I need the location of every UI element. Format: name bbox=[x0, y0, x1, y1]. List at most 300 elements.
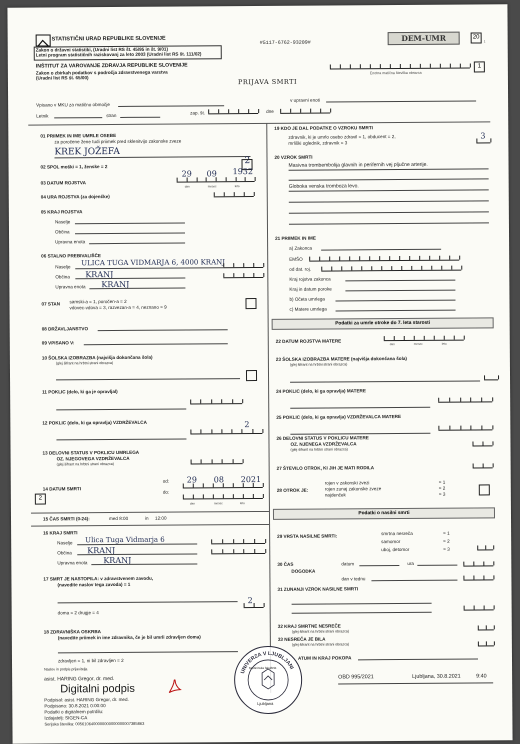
box-tick bbox=[211, 399, 212, 403]
box-tick bbox=[265, 539, 266, 543]
box-tick bbox=[441, 266, 442, 270]
f06-naselje-label: Naselje bbox=[55, 264, 71, 270]
box-tick bbox=[449, 256, 450, 260]
f23-label: 23 ŠOLSKA IZOBRAZBA MATERE (najvišja dokončana šola) bbox=[275, 355, 407, 362]
box-tick bbox=[223, 494, 224, 498]
box-tick bbox=[389, 256, 390, 260]
f07-opts2: vdovec-vdova = 3, razvezan-a = 4, neznano = 9 bbox=[69, 304, 167, 311]
f15-med: med 8:00 bbox=[108, 515, 129, 522]
box-tick bbox=[463, 562, 464, 566]
f05-naselje: Naselje bbox=[54, 219, 71, 225]
box-tick bbox=[265, 549, 266, 553]
box-tick bbox=[243, 459, 244, 463]
f26-sub: (glej šifrant na hrbtni strani obrazca) bbox=[290, 447, 348, 452]
f18-sub: Naslov in podpis prijavitelja bbox=[44, 667, 88, 672]
f05-obcina: Občina bbox=[54, 229, 70, 235]
dne-label: dne bbox=[266, 108, 274, 114]
f16-ue-label: Upravna enota bbox=[57, 560, 88, 566]
box-tick bbox=[254, 603, 255, 607]
box-tick bbox=[341, 266, 342, 270]
f09-label: 09 VPISANO V: bbox=[41, 340, 75, 346]
box-tick bbox=[464, 336, 465, 340]
box-tick bbox=[414, 336, 415, 340]
box-tick bbox=[420, 64, 421, 68]
f04-label: 04 URA ROJSTVA (za dojenčke) bbox=[40, 194, 110, 200]
f14-leto: leto bbox=[239, 501, 245, 506]
f16-naselje: Ulica Tuga Vidmarja 6 bbox=[85, 535, 165, 545]
box-tick bbox=[177, 178, 178, 182]
box-tick bbox=[253, 263, 254, 267]
f15-to: 12:00 bbox=[154, 515, 167, 521]
box-tick bbox=[460, 398, 461, 402]
box-tick bbox=[483, 561, 484, 565]
box-tick bbox=[371, 266, 372, 270]
f28-label: 28 OTROK JE: bbox=[276, 487, 309, 493]
box-tick bbox=[233, 539, 234, 543]
f21-c: c) Matere umrlega bbox=[289, 306, 327, 312]
f28-v2: = 2 bbox=[438, 485, 446, 491]
box-tick bbox=[470, 64, 471, 68]
box-tick bbox=[449, 398, 450, 402]
box-tick bbox=[477, 545, 478, 549]
box-tick bbox=[221, 399, 222, 403]
f03-day: 29 bbox=[181, 169, 192, 179]
box-tick bbox=[213, 494, 214, 498]
box-tick bbox=[349, 256, 350, 260]
box-tick bbox=[484, 375, 485, 379]
logo-label: STATISTIČNI URAD REPUBLIKE SLOVENIJE bbox=[51, 35, 166, 43]
box-tick bbox=[320, 109, 321, 113]
f21-label: 21 PRIIMEK IN IME bbox=[275, 235, 316, 241]
box-tick bbox=[439, 256, 440, 260]
box-tick bbox=[450, 64, 451, 68]
f10-box bbox=[246, 370, 257, 381]
box-tick bbox=[394, 336, 395, 340]
box-tick bbox=[421, 266, 422, 270]
box-tick bbox=[482, 425, 483, 429]
f33-sub: (glej šifrant na hrbtni strani obrazca) bbox=[291, 642, 350, 647]
f27-label: 27 ŠTEVILO OTROK, KI JIH JE MATI RODILA bbox=[276, 465, 375, 471]
box-tick bbox=[444, 336, 445, 340]
box-tick bbox=[280, 109, 281, 113]
v-upravni-label: v upravni enoti bbox=[290, 97, 320, 103]
box-tick bbox=[211, 539, 212, 543]
f29-v3: = 3 bbox=[443, 546, 450, 552]
box-tick bbox=[264, 603, 265, 607]
box-tick bbox=[216, 177, 217, 181]
form-code: #5117-6762-93209# bbox=[259, 39, 311, 46]
small-box: 1 bbox=[474, 61, 485, 72]
box-tick bbox=[492, 425, 493, 429]
box-tick bbox=[232, 459, 233, 463]
f03-leto: leto bbox=[234, 184, 240, 189]
box-tick bbox=[222, 459, 223, 463]
f18-opts: zdravljen = 1, ni bil zdravljen = 2 bbox=[57, 657, 124, 664]
place-date: Ljubljana, 30.8.2021 bbox=[412, 673, 461, 680]
f01-sub: za poročene žene tudi priimek pred sklenitvijo zakonske zveze bbox=[54, 138, 182, 145]
box-tick bbox=[493, 545, 494, 549]
f14-box: 2 bbox=[35, 493, 46, 504]
box-tick bbox=[253, 483, 254, 487]
box-tick bbox=[203, 494, 204, 498]
box-tick bbox=[238, 109, 239, 113]
form-stamp bbox=[388, 32, 460, 46]
box-tick bbox=[208, 109, 209, 113]
f29-o1: smrtna nesreča bbox=[381, 530, 413, 537]
f14-do: do: bbox=[162, 489, 170, 495]
box-tick bbox=[424, 336, 425, 340]
box-tick bbox=[183, 484, 184, 488]
box-tick bbox=[429, 256, 430, 260]
f02-value: 2 bbox=[244, 156, 251, 167]
box-tick bbox=[309, 257, 310, 261]
box-tick bbox=[329, 257, 330, 261]
signing-time: 9:40 bbox=[476, 673, 487, 680]
pdf-icon bbox=[166, 679, 182, 695]
box-tick bbox=[262, 429, 263, 433]
box-tick bbox=[223, 483, 224, 487]
box-tick bbox=[498, 375, 499, 379]
box-tick bbox=[482, 441, 483, 445]
box-tick bbox=[494, 605, 495, 609]
box-tick bbox=[196, 177, 197, 181]
box-tick bbox=[263, 483, 264, 487]
box-tick bbox=[233, 494, 234, 498]
box-tick bbox=[493, 575, 494, 579]
box-tick bbox=[419, 256, 420, 260]
f14-day: 29 bbox=[186, 475, 197, 485]
f20-label: 20 VZROK SMRTI bbox=[274, 154, 313, 160]
zap-label: zap. št. bbox=[190, 110, 206, 116]
f17-label: 17 SMRT JE NASTOPILA: v zdravstvenem zavodu, bbox=[43, 575, 154, 582]
form-sheet bbox=[7, 4, 512, 743]
box-tick bbox=[252, 429, 253, 433]
sig-line-3: Podatki o digitalnem potrdilu: bbox=[44, 709, 104, 715]
f29-label: 29 VRSTA NASILNE SMRTI: bbox=[277, 533, 338, 539]
f22-dan: dan bbox=[389, 342, 395, 347]
box-tick bbox=[399, 256, 400, 260]
f25-label: 25 POKLIC (delo, ki ga opravlja) VZDRŽEVALCA MATERE bbox=[276, 414, 402, 420]
box-tick bbox=[244, 192, 245, 196]
box-tick bbox=[486, 641, 487, 645]
box-tick bbox=[440, 64, 441, 68]
sig-line-2: Podpisano: 30.8.2021 0:00:00 bbox=[44, 703, 106, 709]
box-tick bbox=[221, 429, 222, 433]
f02-label: 02 SPOL moški = 1, ženske = 2 bbox=[40, 164, 108, 170]
f07-opts1: samski-a = 1, poročen-a = 2 bbox=[69, 298, 127, 305]
f03-label: 03 DATUM ROJSTVA bbox=[40, 180, 86, 186]
f28-o3: najdenček bbox=[324, 492, 346, 498]
f14-label: 14 DATUM SMRTI bbox=[42, 486, 82, 492]
f13-label2: OZ. NJEGOVEGA VZDRŽEVALCA bbox=[56, 455, 130, 462]
box-tick bbox=[486, 625, 487, 629]
f32-label: 32 KRAJ SMRTNE NESREČE bbox=[277, 623, 341, 629]
box-tick bbox=[473, 562, 474, 566]
box-tick bbox=[310, 109, 311, 113]
law-line-2: Letni program statističnih raziskovanj za leto 2003 (Uradni list RS št. 111/02) bbox=[35, 51, 202, 58]
f19-opts2: mrliški oglednik, zdravnik = 3 bbox=[288, 140, 348, 146]
box-tick bbox=[340, 64, 341, 68]
f21-b: b) Očeta umrlega bbox=[289, 296, 325, 302]
unique-number-label: Enotna matična številka obrazca bbox=[369, 70, 422, 76]
form-title: PRIJAVA SMRTI bbox=[237, 77, 298, 87]
f14-year: 2021 bbox=[240, 474, 262, 485]
f19-opts1: zdravnik, ki je umrlo osebo zdravil = 1, obducent = 2, bbox=[288, 134, 396, 140]
box-tick bbox=[350, 64, 351, 68]
f03-month: 09 bbox=[206, 169, 217, 179]
f03-dan: dan bbox=[184, 184, 190, 189]
f06-obcina-label: Občina bbox=[55, 274, 70, 280]
box-tick bbox=[494, 641, 495, 645]
f15-label: 15 ČAS SMRTI (0-24): bbox=[42, 516, 90, 522]
stamp-inner-text: Medicinska fakulteta bbox=[249, 665, 277, 671]
box-tick bbox=[290, 109, 291, 113]
box-tick bbox=[472, 442, 473, 446]
box-tick bbox=[258, 109, 259, 113]
box-tick bbox=[478, 625, 479, 629]
box-tick bbox=[244, 603, 245, 607]
box-tick bbox=[431, 266, 432, 270]
f30-dan: dan v tednu bbox=[341, 576, 366, 582]
box-tick bbox=[483, 463, 484, 467]
f28-v1: = 1 bbox=[438, 479, 446, 485]
box-tick bbox=[485, 545, 486, 549]
stamp-bottom-text: Ljubljana bbox=[257, 700, 274, 707]
f10-sub: (glej šifrant na hrbtni strani obrazca) bbox=[55, 361, 114, 366]
f16-label: 16 KRAJ SMRTI bbox=[43, 530, 78, 536]
f01-value: KREK JOŽEFA bbox=[54, 146, 120, 158]
box-tick bbox=[228, 109, 229, 113]
letnik-label: Letnik bbox=[36, 113, 49, 119]
sig-line-1: Podpisal: asist. HARING Gregor, dr. med. bbox=[44, 696, 129, 703]
box-tick bbox=[300, 109, 301, 113]
box-tick bbox=[330, 64, 331, 68]
f11-label: 11 POKLIC (delo, ki ga je opravljal) bbox=[42, 388, 118, 395]
f17-label2: (navedite naslov tega zavoda) = 1 bbox=[57, 581, 131, 588]
f05-ue: Upravna enota bbox=[55, 239, 86, 245]
box-tick bbox=[430, 64, 431, 68]
box-tick bbox=[463, 576, 464, 580]
f26-label2: OZ. NJENEGA VZDRŽEVALCA bbox=[290, 441, 357, 447]
stamp-ring-text: UNIVERZA V LJUBLJANI bbox=[239, 650, 295, 675]
box-tick bbox=[243, 483, 244, 487]
f28-box bbox=[479, 484, 490, 495]
box-tick bbox=[471, 426, 472, 430]
f32-sub: (glej šifrant na hrbtni strani obrazca) bbox=[291, 629, 350, 634]
f22-leto: leto bbox=[441, 341, 447, 346]
box-tick bbox=[193, 483, 194, 487]
box-tick bbox=[243, 263, 244, 267]
box-tick bbox=[490, 138, 491, 142]
box-tick bbox=[233, 263, 234, 267]
box-tick bbox=[451, 266, 452, 270]
box-tick bbox=[339, 256, 340, 260]
box-tick bbox=[211, 549, 212, 553]
f03-mesec: mesec bbox=[207, 184, 217, 189]
box-tick bbox=[263, 273, 264, 277]
sig-doctor: asist. HARING Gregor, dr. med. bbox=[44, 676, 115, 683]
box-tick bbox=[190, 429, 191, 433]
f06-naselje: ULICA TUGA VIDMARJA 6, 4000 KRANJ bbox=[81, 258, 226, 268]
box-tick bbox=[380, 64, 381, 68]
box-tick bbox=[449, 426, 450, 430]
f21-a: a) Zakonca bbox=[289, 245, 313, 251]
corner-number: 20 bbox=[471, 32, 482, 43]
box-tick bbox=[254, 539, 255, 543]
f06-ue: KRANJ bbox=[101, 279, 130, 290]
f07-label: 07 STAN bbox=[41, 301, 61, 307]
box-tick bbox=[243, 494, 244, 498]
law-box bbox=[34, 45, 222, 60]
box-tick bbox=[400, 64, 401, 68]
f18-label2: (navedite priimek in ime zdravnika, če je bil umrli zdravljen doma) bbox=[57, 634, 201, 641]
f12-label: 12 POKLIC (delo, ki ga opravlja) VZDRŽEVALCA bbox=[42, 419, 147, 426]
box-tick bbox=[391, 266, 392, 270]
institute-law-1: Zakon o zbirkah podatkov s področja zdravstvenega varstva bbox=[35, 69, 168, 76]
stran-label: stran bbox=[106, 112, 117, 119]
f20-value-2: Globoka venska tromboza levo. bbox=[288, 183, 359, 190]
sig-line-5: Serijska številka: 0056106400000000000000007385863 bbox=[44, 720, 145, 727]
box-tick bbox=[244, 539, 245, 543]
box-tick bbox=[213, 483, 214, 487]
f16-ue: KRANJ bbox=[103, 555, 132, 566]
f23-sub: (glej šifrant na hrbtni strani obrazca) bbox=[289, 362, 348, 367]
f22-mesec: mesec bbox=[413, 341, 423, 346]
f17-value: 2 bbox=[247, 596, 253, 606]
box-tick bbox=[473, 464, 474, 468]
f31-label: 31 ZUNANJI VZROK NASILNE SMRTI bbox=[277, 586, 359, 592]
box-tick bbox=[351, 266, 352, 270]
box-tick bbox=[190, 399, 191, 403]
f08-label: 08 DRŽAVLJANSTVO bbox=[41, 326, 89, 332]
f26-label: 26 DELOVNI STATUS V POKLICU MATERE bbox=[276, 435, 369, 441]
f30-datum: datum bbox=[341, 561, 355, 567]
box-tick bbox=[410, 64, 411, 68]
law-line-1: Zakon o državni statistiki, (Uradni list RS št. 45/95 in št. 9/01) bbox=[35, 46, 168, 53]
box-tick bbox=[411, 266, 412, 270]
box-tick bbox=[263, 263, 264, 267]
f29-v2: = 2 bbox=[443, 538, 450, 544]
box-tick bbox=[460, 64, 461, 68]
logo-icon bbox=[36, 34, 51, 46]
box-tick bbox=[319, 257, 320, 261]
f19-label: 19 KDO JE DAL PODATKE O VZROKU SMRTI bbox=[274, 125, 373, 131]
box-tick bbox=[476, 138, 477, 142]
f20-value-1: Masivna trombembolija glavnih in perifernih vej pljučne arterije. bbox=[288, 161, 428, 169]
f13-label: 13 DELOVNI STATUS V POKLICU UMRLEGA bbox=[42, 449, 140, 456]
mku-label: Vpisano v MKU za matično območje bbox=[36, 102, 110, 108]
box-tick bbox=[233, 549, 234, 553]
box-tick bbox=[379, 256, 380, 260]
box-tick bbox=[206, 177, 207, 181]
box-tick bbox=[438, 398, 439, 402]
f16-obcina-label: Občina bbox=[57, 550, 72, 556]
box-tick bbox=[464, 606, 465, 610]
box-tick bbox=[223, 263, 224, 267]
box-tick bbox=[232, 429, 233, 433]
box-tick bbox=[438, 426, 439, 430]
f30-ura: ura bbox=[407, 560, 414, 566]
f29-o3: uboj, detomor bbox=[381, 546, 410, 553]
box-tick bbox=[211, 459, 212, 463]
f28-o2: rojen zunaj zakonske zveze bbox=[324, 486, 382, 492]
f06-obcina: KRANJ bbox=[85, 270, 114, 280]
box-tick bbox=[233, 273, 234, 277]
f33-label: 33 NESREČA JE BILA bbox=[277, 636, 326, 642]
f30-label: 30 ČAS bbox=[277, 561, 294, 567]
f06-ue-label: Upravna enota bbox=[55, 284, 86, 290]
box-tick bbox=[242, 429, 243, 433]
box-tick bbox=[492, 397, 493, 401]
box-tick bbox=[222, 539, 223, 543]
university-stamp bbox=[234, 646, 302, 714]
box-tick bbox=[360, 64, 361, 68]
f17-doma: doma = 2 drugje = 4 bbox=[57, 610, 99, 616]
f24-label: 24 POKLIC (delo, ki ga opravlja) MATERE bbox=[276, 388, 366, 394]
box-tick bbox=[473, 576, 474, 580]
f30-label2: DOGODKA bbox=[291, 568, 316, 574]
box-tick bbox=[321, 267, 322, 271]
f12-value: 2 bbox=[244, 420, 250, 430]
sig-line-4: Izdajatelj: SIGEN-CA bbox=[44, 715, 88, 721]
f15-in: in bbox=[144, 515, 149, 521]
box-tick bbox=[244, 549, 245, 553]
box-tick bbox=[494, 625, 495, 629]
box-tick bbox=[361, 266, 362, 270]
band-violent: Podatki o nasilni smrti bbox=[273, 507, 495, 520]
box-tick bbox=[370, 64, 371, 68]
box-tick bbox=[183, 495, 184, 499]
box-tick bbox=[492, 441, 493, 445]
band-children: Podatki za umrle otroke do 7. leta starosti bbox=[272, 317, 494, 330]
box-tick bbox=[454, 336, 455, 340]
box-tick bbox=[232, 399, 233, 403]
box-tick bbox=[203, 483, 204, 487]
sig-title: Digitalni podpis bbox=[60, 682, 135, 696]
box-tick bbox=[211, 429, 212, 433]
box-tick bbox=[201, 429, 202, 433]
f10-label: 10 ŠOLSKA IZOBRAZBA (najvišja dokončana šola) bbox=[41, 354, 153, 361]
box-tick bbox=[223, 273, 224, 277]
box-tick bbox=[224, 192, 225, 196]
f03-year: 1932 bbox=[232, 167, 253, 177]
box-tick bbox=[493, 561, 494, 565]
box-tick bbox=[186, 178, 187, 182]
tick-1: 1 bbox=[483, 39, 486, 44]
box-tick bbox=[235, 177, 236, 181]
box-tick bbox=[478, 641, 479, 645]
box-tick bbox=[214, 192, 215, 196]
box-tick bbox=[409, 256, 410, 260]
box-tick bbox=[404, 336, 405, 340]
f22-label: 22 DATUM ROJSTVA MATERE bbox=[275, 338, 342, 344]
box-tick bbox=[254, 549, 255, 553]
box-tick bbox=[254, 192, 255, 196]
obd-number: OBD 995/2021 bbox=[338, 674, 374, 681]
f28-v3: = 3 bbox=[438, 491, 446, 497]
box-tick bbox=[460, 426, 461, 430]
f18-label: 18 ZDRAVNIŠKA OSKRBA bbox=[43, 629, 101, 635]
box-tick bbox=[484, 605, 485, 609]
box-tick bbox=[218, 109, 219, 113]
f05-label: 05 KRAJ ROJSTVA bbox=[40, 209, 83, 215]
f28-o1: rojen v zakonski zvezi bbox=[324, 480, 370, 486]
f21-emso: EMŠO bbox=[289, 256, 303, 262]
box-tick bbox=[474, 606, 475, 610]
box-tick bbox=[255, 177, 256, 181]
institute-label: INŠTITUT ZA VAROVANJE ZDRAVJA REPUBLIKE SLOVENIJE bbox=[35, 62, 188, 70]
box-tick bbox=[459, 256, 460, 260]
